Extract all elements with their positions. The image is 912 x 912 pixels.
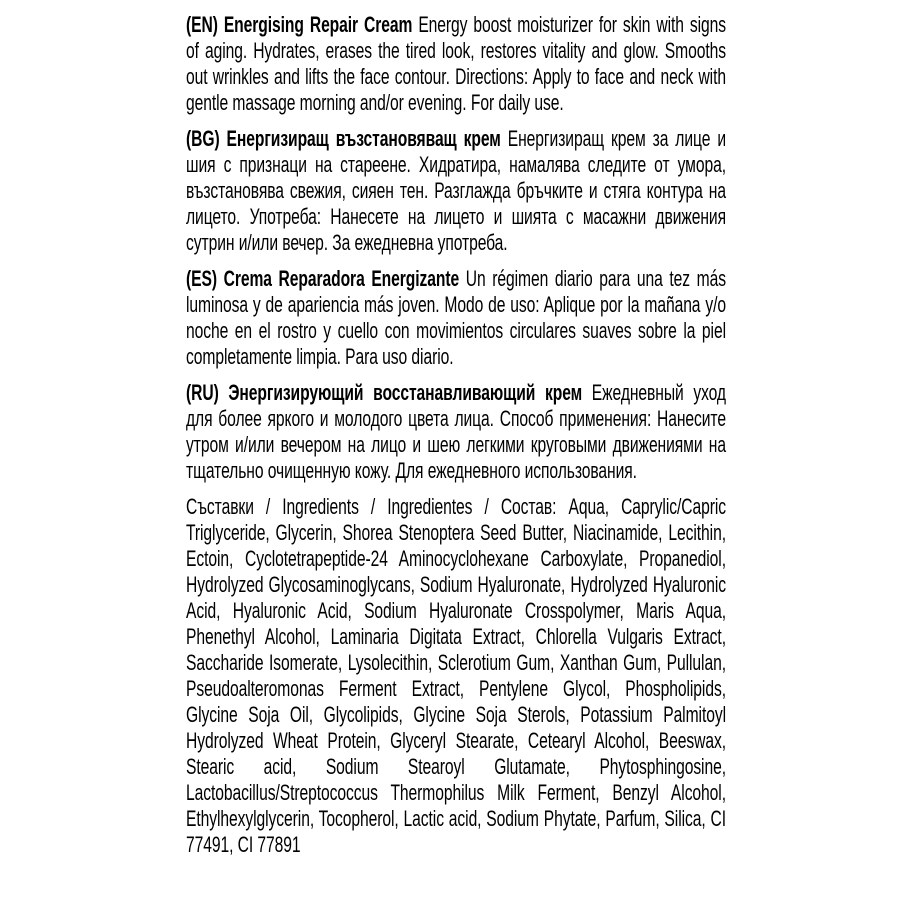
- paragraph-en-body: Energy boost moisturizer for skin with signs of aging. Hydrates, erases the tired look, restores vitality and glow. Smooths out wrinkles and lifts the face contour. Directions: Apply to face and neck with gentle massage morning and/or evening. For daily use.: [186, 12, 726, 115]
- paragraph-ru-body: Ежедневный уход для более яркого и молодого цвета лица. Способ применения: Нанесите утром и/или вечером на лицо и шею легкими круговыми движениями на тщательно очищенную кожу. Для ежедневного использования.: [186, 380, 726, 483]
- paragraph-bg-body: Енергизиращ крем за лице и шия с признаци на стареене. Хидратира, намалява следите от умора, възстановява свежия, сияен тен. Разглажда бръчките и стяга контура на лицето. Употреба: Нанесете на лицето и шията с масажни движения сутрин и/или вечер. За ежедневна употреба.: [186, 126, 726, 255]
- paragraph-ru-lead: (RU) Энергизирующий восстанавливающий крем: [186, 380, 583, 405]
- paragraph-en-lead: (EN) Energising Repair Cream: [186, 12, 413, 37]
- paragraph-es: [186, 266, 726, 370]
- paragraph-bg: [186, 126, 726, 256]
- ingredients-heading: Съставки / Ingredients / Ingredientes / Состав:: [186, 494, 557, 519]
- label-text-column: [186, 12, 726, 858]
- paragraph-es-body: Un régimen diario para una tez más luminosa y de apariencia más joven. Modo de uso: Aplique por la mañana y/o noche en el rostro y cuello con movimientos circulares suaves sobre la piel completamente limpia. Para uso diario.: [186, 266, 726, 369]
- paragraph-ingredients: [186, 494, 726, 858]
- paragraph-ru: [186, 380, 726, 484]
- paragraph-es-lead: (ES) Crema Reparadora Energizante: [186, 266, 460, 291]
- paragraph-bg-lead: (BG) Енергизиращ възстановяващ крем: [186, 126, 501, 151]
- paragraph-en: [186, 12, 726, 116]
- ingredients-list: Aqua, Caprylic/Capric Triglyceride, Glycerin, Shorea Stenoptera Seed Butter, Niacinamide, Lecithin, Ectoin, Cyclotetrapeptide-24 Aminocyclohexane Carboxylate, Propanediol, Hydrolyzed Glycosaminoglycans, Sodium Hyaluronate, Hydrolyzed Hyaluronic Acid, Hyaluronic Acid, Sodium Hyaluronate Crosspolymer, Maris Aqua, Phenethyl Alcohol, Laminaria Digitata Extract, Chlorella Vulgaris Extract, Saccharide Isomerate, Lysolecithin, Sclerotium Gum, Xanthan Gum, Pullulan, Pseudoalteromonas Ferment Extract, Pentylene Glycol, Phospholipids, Glycine Soja Oil, Glycolipids, Glycine Soja Sterols, Potassium Palmitoyl Hydrolyzed Wheat Protein, Glyceryl Stearate, Cetearyl Alcohol, Beeswax, Stearic acid, Sodium Stearoyl Glutamate, Phytosphingosine, Lactobacillus/Streptococcus Thermophilus Milk Ferment, Benzyl Alcohol, Ethylhexylglycerin, Tocopherol, Lactic acid, Sodium Phytate, Parfum, Silica, CI 77491, CI 77891: [186, 494, 726, 857]
